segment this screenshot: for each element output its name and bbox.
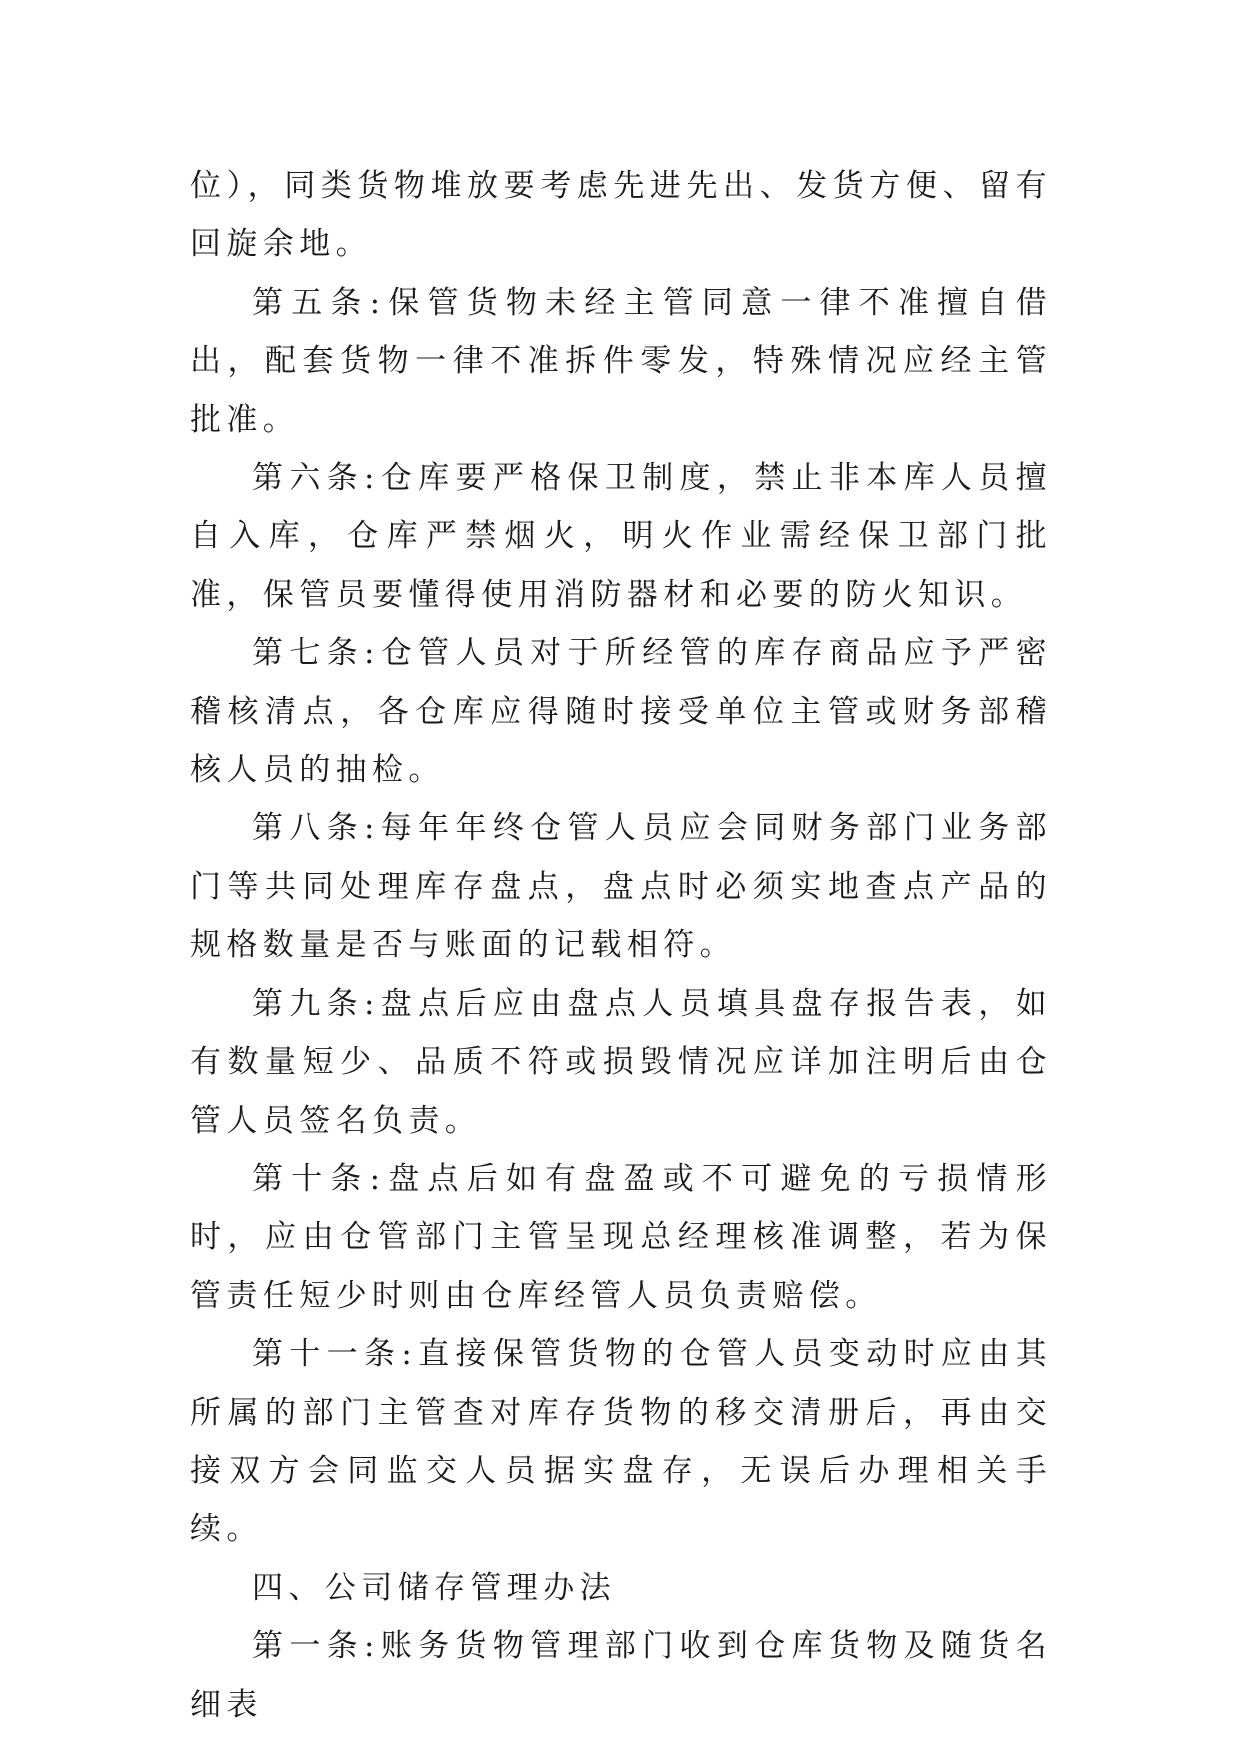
document-body [190, 157, 1052, 1734]
article-5: 第五条:保管货物未经主管同意一律不准擅自借出，配套货物一律不准拆件零发，特殊情况应经主管批准。 [190, 284, 1052, 438]
paragraph-continuation: 位），同类货物堆放要考虑先进先出、发货方便、留有回旋余地。 [190, 168, 1052, 263]
article-1: 第一条:账务货物管理部门收到仓库货物及随货名细表 [190, 1628, 1052, 1723]
article-6: 第六条:仓库要严格保卫制度，禁止非本库人员擅自入库，仓库严禁烟火，明火作业需经保卫部门批准，保管员要懂得使用消防器材和必要的防火知识。 [190, 460, 1052, 613]
article-10: 第十条:盘点后如有盘盈或不可避免的亏损情形时，应由仓管部门主管呈现总经理核准调整，若为保管责任短少时则由仓库经管人员负责赔偿。 [190, 1160, 1052, 1314]
article-9: 第九条:盘点后应由盘点人员填具盘存报告表，如有数量短少、品质不符或损毁情况应详加注明后由仓管人员签名负责。 [190, 985, 1052, 1139]
section-heading: 四、公司储存管理办法 [252, 1569, 616, 1606]
article-7: 第七条:仓管人员对于所经管的库存商品应予严密稽核清点，各仓库应得随时接受单位主管或财务部稽核人员的抽检。 [190, 635, 1052, 789]
article-8: 第八条:每年年终仓管人员应会同财务部门业务部门等共同处理库存盘点，盘点时必须实地查点产品的规格数量是否与账面的记载相符。 [190, 810, 1052, 964]
article-11: 第十一条:直接保管货物的仓管人员变动时应由其所属的部门主管查对库存货物的移交清册后，再由交接双方会同监交人员据实盘存，无误后办理相关手续。 [190, 1336, 1052, 1548]
